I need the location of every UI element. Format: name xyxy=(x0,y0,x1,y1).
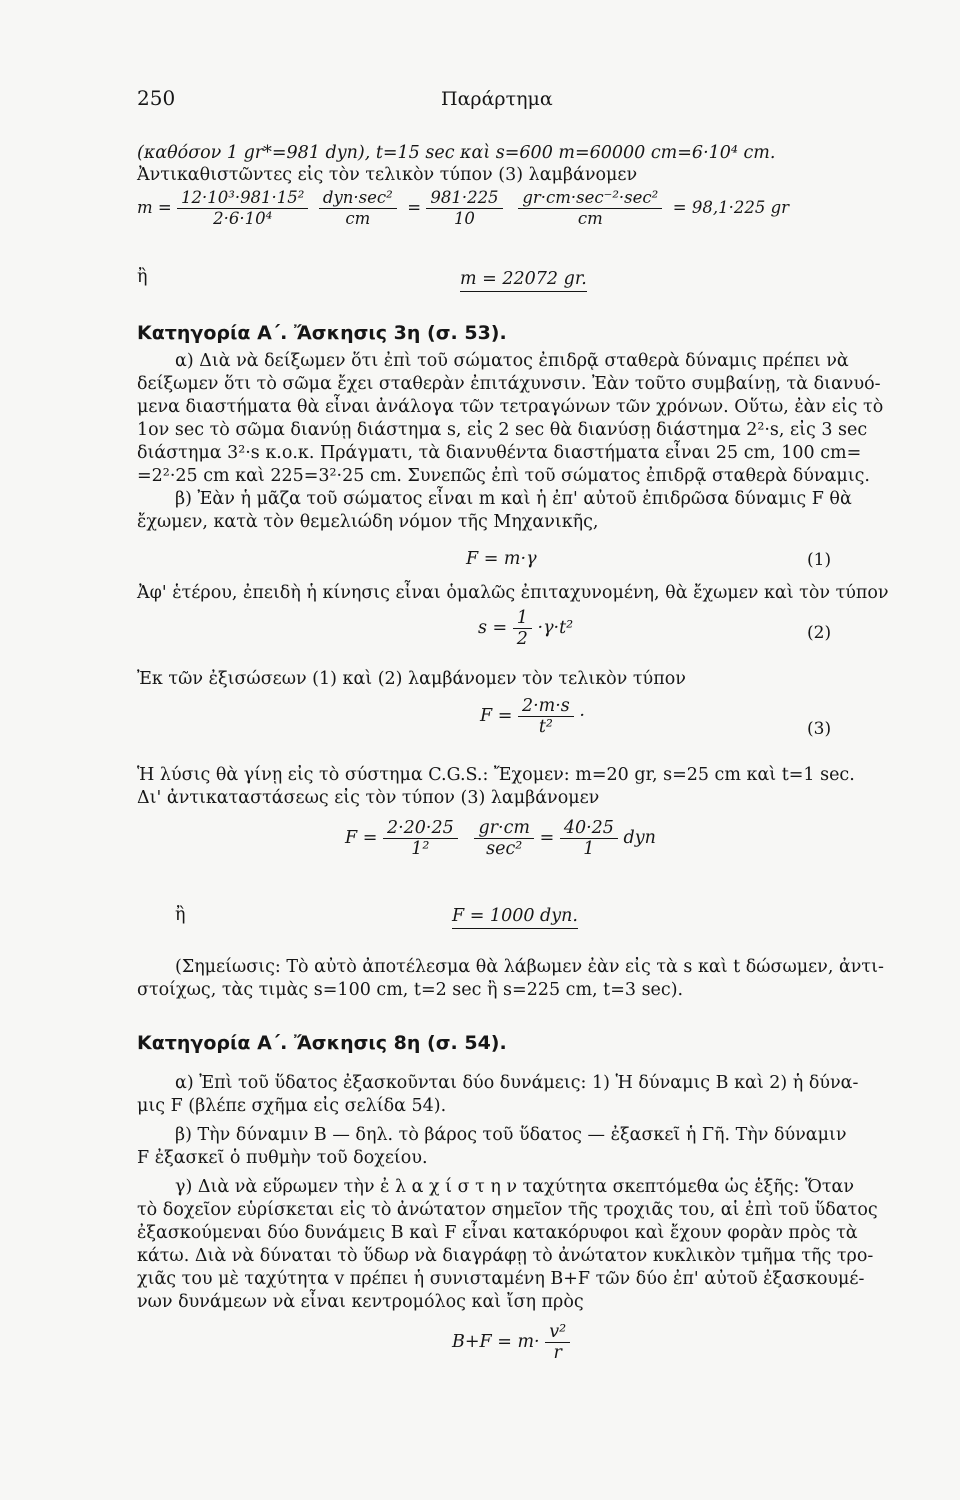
fraction: $\frac{\text{v²}}{r}$ xyxy=(545,1322,570,1363)
text-line: διάστημα 3²·s κ.ο.κ. Πράγματι, τὰ διανυθέντα διαστήματα εἶναι 25 cm, 100 cm= xyxy=(137,443,862,463)
text-line: Ἡ λύσις θὰ γίνῃ εἰς τὸ σύστημα C.G.S.: Ἔχομεν: m=20 gr, s=25 cm καὶ t=1 sec. xyxy=(137,765,855,785)
text-line: β) Τὴν δύναμιν B — δηλ. τὸ βάρος τοῦ ὕδατος — ἐξασκεῖ ἡ Γῆ. Τὴν δύναμιν xyxy=(175,1125,847,1145)
fraction: $\frac{\text{dyn·sec²}}{cm}$ xyxy=(319,188,397,229)
text-line: Ἀφ' ἑτέρου, ἐπειδὴ ἡ κίνησις εἶναι ὁμαλῶς ἐπιταχυνομένη, θὰ ἔχωμεν καὶ τὸν τύπον xyxy=(137,583,889,603)
text-line: Ἐκ τῶν ἐξισώσεων (1) καὶ (2) λαμβάνομεν τὸν τελικὸν τύπον xyxy=(137,669,686,689)
text-line: δείξωμεν ὅτι τὸ σῶμα ἔχει σταθερὰν ἐπιτάχυνσιν. Ἐὰν τοῦτο συμβαίνῃ, τὰ διανυό- xyxy=(137,374,881,394)
text-line: F ἐξασκεῖ ὁ πυθμὴν τοῦ δοχείου. xyxy=(137,1148,428,1168)
text-line: στοίχως, τὰς τιμὰς s=100 cm, t=2 sec ἢ s=225 cm, t=3 sec). xyxy=(137,980,684,1000)
page-number: 250 xyxy=(137,86,176,110)
equation-m: m = $\frac{\text{12·10³·981·15²}}{\text{2·6·10⁴}}$ $\frac{\text{dyn·sec²}}{cm}$ = $\frac{981\cdot 225}{10}$ $\frac{\text{gr·cm·sec⁻²·sec²}}{cm}$ = 98,1·225 gr xyxy=(137,188,790,228)
equation-1: F = m·γ xyxy=(466,549,537,569)
text-line: μενα διαστήματα θὰ εἶναι ἀνάλογα τῶν τετραγώνων τῶν χρόνων. Οὕτω, ἐὰν εἰς τὸ xyxy=(137,397,884,417)
text-line: χιᾶς του μὲ ταχύτητα v πρέπει ἡ συνισταμένη B+F τῶν δύο ἐπ' αὐτοῦ ἐξασκουμέ- xyxy=(137,1269,865,1289)
text-line: β) Ἐὰν ἡ μᾶζα τοῦ σώματος εἶναι m καὶ ἡ ἐπ' αὐτοῦ ἐπιδρῶσα δύναμις F θὰ xyxy=(175,489,852,509)
text-line: τὸ δοχεῖον εὑρίσκεται εἰς τὸ ἀνώτατον σημεῖον τῆς τροχιᾶς του, αἱ ἐπὶ τοῦ ὕδατος xyxy=(137,1200,878,1220)
text-line: ἐξασκούμεναι δύο δυνάμεις B καὶ F εἶναι κατακόρυφοι καὶ ἔχουν φορὰν πρὸς τὰ xyxy=(137,1223,858,1243)
fraction: $\frac{40\cdot 25}{1}$ xyxy=(560,818,618,859)
eq-rhs: = 98,1·225 gr xyxy=(672,198,790,217)
text-line: (καθόσον 1 gr*=981 dyn), t=15 sec καὶ s=600 m=60000 cm=6·10⁴ cm. xyxy=(137,143,776,163)
equation-3: F = $\frac{2\cdot m\cdot s}{\text{t²}}$ · xyxy=(480,696,585,737)
fraction: $\frac{1}{2}$ xyxy=(513,608,532,649)
equation-label: (3) xyxy=(807,719,832,739)
fraction: $\frac{gr\cdot cm}{\text{sec²}}$ xyxy=(474,818,534,859)
equation-2: s = $\frac{1}{2}$ ·γ·t² xyxy=(478,608,574,649)
text-line: α) Ἐπὶ τοῦ ὕδατος ἐξασκοῦνται δύο δυνάμεις: 1) Ἡ δύναμις B καὶ 2) ἡ δύνα- xyxy=(175,1073,859,1093)
running-title: Παράρτημα xyxy=(441,88,553,110)
section-heading: Κατηγορία Α΄. Ἄσκησις 3η (σ. 53). xyxy=(137,322,507,344)
text-line: Ἀντικαθιστῶντες εἰς τὸν τελικὸν τύπον (3) λαμβάνομεν xyxy=(137,165,638,185)
text-line: νων δυνάμεων νὰ εἶναι κεντρομόλος καὶ ἴση πρὸς xyxy=(137,1292,584,1312)
eq-lhs: m = xyxy=(137,198,172,217)
or-word: ἢ xyxy=(175,905,186,925)
equation-label: (2) xyxy=(807,623,832,643)
text-line: 1ον sec τὸ σῶμα διανύῃ διάστημα s, εἰς 2 sec θὰ διανύσῃ διάστημα 2²·s, εἰς 3 sec xyxy=(137,420,868,440)
fraction: $\frac{\text{gr·cm·sec⁻²·sec²}}{cm}$ xyxy=(518,188,662,229)
fraction: $\frac{2\cdot m\cdot s}{\text{t²}}$ xyxy=(518,696,574,737)
fraction: $\frac{\text{12·10³·981·15²}}{\text{2·6·10⁴}}$ xyxy=(177,188,308,229)
text-line: ἔχωμεν, κατὰ τὸν θεμελιώδη νόμον τῆς Μηχανικῆς, xyxy=(137,512,599,532)
text-line: (Σημείωσις: Τὸ αὐτὸ ἀποτέλεσμα θὰ λάβωμεν ἐὰν εἰς τὰ s καὶ t δώσωμεν, ἀντι- xyxy=(175,957,884,977)
or-word: ἢ xyxy=(137,267,148,287)
text-line: γ) Διὰ νὰ εὕρωμεν τὴν ἐ λ α χ ί σ τ η ν ταχύτητα σκεπτόμεθα ὡς ἑξῆς: Ὅταν xyxy=(175,1177,855,1197)
text-line: α) Διὰ νὰ δείξωμεν ὅτι ἐπὶ τοῦ σώματος ἐπιδρᾷ σταθερὰ δύναμις πρέπει νὰ xyxy=(175,351,849,371)
fraction: $\frac{981\cdot 225}{10}$ xyxy=(426,188,502,229)
text-line: μις F (βλέπε σχῆμα εἰς σελίδα 54). xyxy=(137,1096,447,1116)
text-line: Δι' ἀντικαταστάσεως εἰς τὸν τύπον (3) λαμβάνομεν xyxy=(137,788,600,808)
equation-label: (1) xyxy=(807,550,832,570)
equation-5: B+F = m· $\frac{\text{v²}}{r}$ xyxy=(452,1322,570,1363)
equation-result: m = 22072 gr. xyxy=(460,268,587,292)
equation-4: F = $\frac{2\cdot 20\cdot 25}{\text{1²}}$ $\frac{gr\cdot cm}{\text{sec²}}$ = $\frac{40\cdot 25}{1}$ dyn xyxy=(345,818,656,859)
section-heading: Κατηγορία Α΄. Ἄσκησις 8η (σ. 54). xyxy=(137,1032,507,1054)
fraction: $\frac{2\cdot 20\cdot 25}{\text{1²}}$ xyxy=(383,818,458,859)
equation-result: F = 1000 dyn. xyxy=(452,905,578,929)
text-line: =2²·25 cm καὶ 225=3²·25 cm. Συνεπῶς ἐπὶ τοῦ σώματος ἐπιδρᾷ σταθερὰ δύναμις. xyxy=(137,466,870,486)
text-line: κάτω. Διὰ νὰ δύναται τὸ ὕδωρ νὰ διαγράφῃ τὸ ἀνώτατον κυκλικὸν τμῆμα τῆς τρο- xyxy=(137,1246,874,1266)
